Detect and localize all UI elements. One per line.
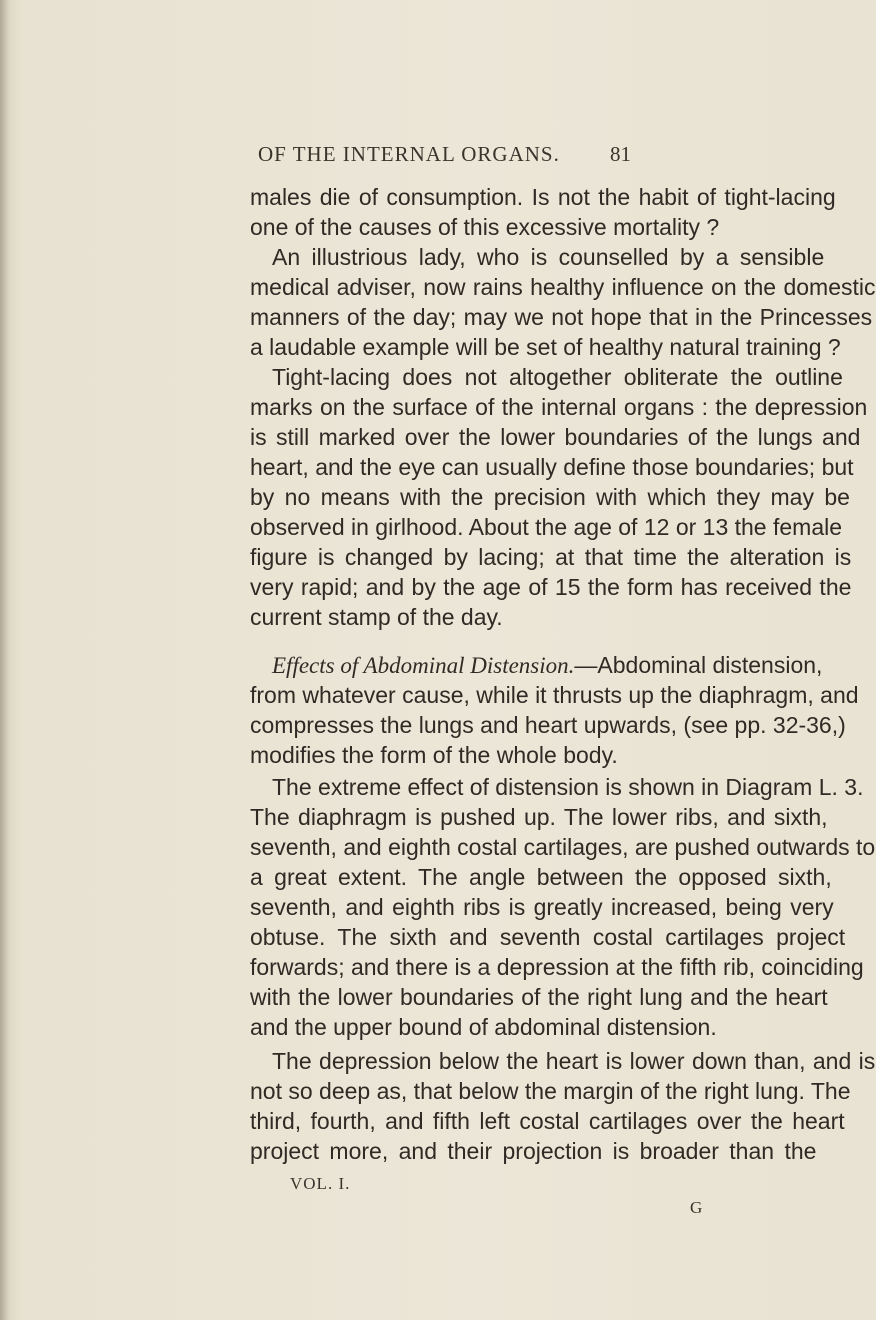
text-line: obtuse. The sixth and seventh costal cartilages project <box>250 924 846 950</box>
text-line: from whatever cause, while it thrusts up the diaphragm, and <box>250 682 859 708</box>
text-line: by no means with the precision with which they may be <box>250 484 850 510</box>
text-line: is still marked over the lower boundaries of the lungs and <box>250 424 861 450</box>
text-line: marks on the surface of the internal organs : the depression <box>250 394 868 420</box>
text-line: and the upper bound of abdominal distension. <box>250 1014 717 1040</box>
text-line: The diaphragm is pushed up. The lower ribs, and sixth, <box>250 804 828 830</box>
text-line: modifies the form of the whole body. <box>250 742 618 768</box>
section-heading-continuation: —Abdominal distension, <box>574 652 823 678</box>
signature-mark: G <box>690 1198 703 1217</box>
page-number: 81 <box>610 142 631 166</box>
text-line: observed in girlhood. About the age of 12 or 13 the female <box>250 514 843 540</box>
text-line: third, fourth, and fifth left costal cartilages over the heart <box>250 1108 845 1134</box>
gutter-shadow <box>0 0 10 1320</box>
text-line: heart, and the eye can usually define those boundaries; but <box>250 454 854 480</box>
text-line: males die of consumption. Is not the habit of tight-lacing <box>250 184 836 210</box>
text-line: An illustrious lady, who is counselled by a sensible <box>272 244 825 270</box>
text-line: manners of the day; may we not hope that in the Princesses <box>250 304 873 330</box>
running-title: OF THE INTERNAL ORGANS. <box>258 142 560 166</box>
text-line: seventh, and eighth costal cartilages, are pushed outwards to <box>250 834 876 860</box>
text-line: The extreme effect of distension is shown in Diagram L. 3. <box>272 774 864 800</box>
text-line: very rapid; and by the age of 15 the form has received the <box>250 574 852 600</box>
text-line: compresses the lungs and heart upwards, (see pp. 32-36,) <box>250 712 846 738</box>
text-line: The depression below the heart is lower down than, and is <box>272 1048 876 1074</box>
text-line: project more, and their projection is broader than the <box>250 1138 817 1164</box>
text-line: a laudable example will be set of healthy natural training ? <box>250 334 841 360</box>
text-line: one of the causes of this excessive mortality ? <box>250 214 720 240</box>
volume-marker: VOL. I. <box>290 1174 351 1193</box>
section-heading: Effects of Abdominal Distension. <box>272 653 575 678</box>
text-line: seventh, and eighth ribs is greatly increased, being very <box>250 894 834 920</box>
text-line: forwards; and there is a depression at the fifth rib, coinciding <box>250 954 864 980</box>
text-line: medical adviser, now rains healthy influence on the domestic <box>250 274 876 300</box>
text-line: a great extent. The angle between the opposed sixth, <box>250 864 832 890</box>
text-line: Tight-lacing does not altogether obliterate the outline <box>272 364 843 390</box>
text-line: current stamp of the day. <box>250 604 503 630</box>
section-heading-line <box>272 652 822 679</box>
text-line: figure is changed by lacing; at that time the alteration is <box>250 544 852 570</box>
text-line: not so deep as, that below the margin of the right lung. The <box>250 1078 851 1104</box>
text-line: with the lower boundaries of the right lung and the heart <box>250 984 828 1010</box>
